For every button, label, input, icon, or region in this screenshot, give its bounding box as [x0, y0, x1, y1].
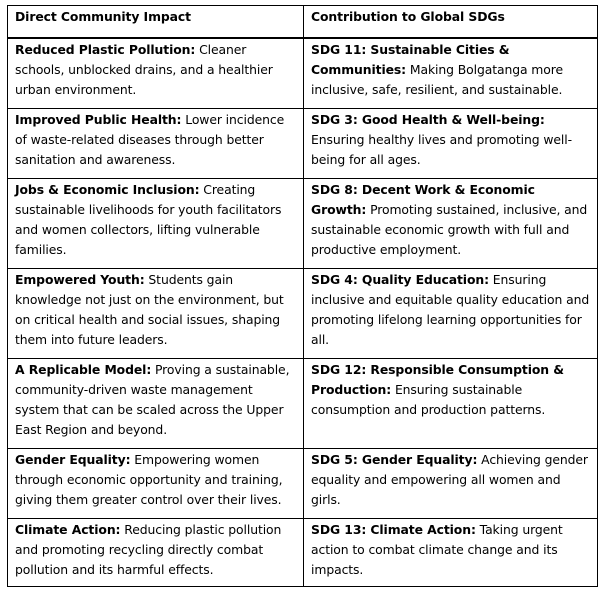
table-row — [8, 38, 598, 108]
table-row — [8, 518, 598, 586]
impact-cell — [8, 178, 304, 268]
impact-text: Creating sustainable livelihoods for youth facilitators and women collectors, lifting vulnerable families. — [15, 181, 282, 258]
impact-text: Cleaner schools, unblocked drains, and a healthier urban environment. — [15, 42, 273, 98]
sdg-cell — [304, 518, 598, 586]
impact-cell — [8, 268, 304, 358]
impact-sdg-table — [7, 5, 598, 587]
sdg-lead: SDG 12: Responsible Consumption & Production: — [311, 361, 564, 397]
table-row — [8, 178, 598, 268]
sdg-text: Ensuring sustainable consumption and production patterns. — [311, 381, 546, 417]
impact-text: Lower incidence of waste-related diseases through better sanitation and awareness. — [15, 111, 285, 167]
impact-cell — [8, 448, 304, 518]
impact-lead: Climate Action: — [15, 521, 121, 537]
impact-lead: Jobs & Economic Inclusion: — [15, 181, 200, 197]
sdg-text: Taking urgent action to combat climate change and its impacts. — [311, 521, 563, 577]
sdg-text: Ensuring healthy lives and promoting well-being for all ages. — [311, 131, 572, 167]
table-row — [8, 448, 598, 518]
impact-cell — [8, 358, 304, 448]
impact-text: Proving a sustainable, community-driven waste management system that can be scaled across the Upper East Region and beyond. — [15, 361, 290, 438]
impact-text: Empowering women through economic opportunity and training, giving them greater control over their lives. — [15, 451, 283, 507]
header-contribution-to-global-sdgs: Contribution to Global SDGs — [304, 6, 598, 39]
impact-cell — [8, 38, 304, 108]
impact-lead: A Replicable Model: — [15, 361, 152, 377]
impact-lead: Improved Public Health: — [15, 111, 182, 127]
impact-lead: Reduced Plastic Pollution: — [15, 42, 196, 57]
sdg-lead: SDG 3: Good Health & Well-being: — [311, 111, 545, 127]
sdg-text: Achieving gender equality and empowering all women and girls. — [311, 451, 588, 507]
sdg-cell — [304, 268, 598, 358]
table-row — [8, 268, 598, 358]
impact-cell — [8, 518, 304, 586]
sdg-cell — [304, 448, 598, 518]
impact-lead: Empowered Youth: — [15, 271, 145, 287]
sdg-cell — [304, 178, 598, 268]
sdg-text: Promoting sustained, inclusive, and sustainable economic growth with full and productive employment. — [311, 201, 588, 258]
sdg-lead: SDG 4: Quality Education: — [311, 271, 489, 287]
table-header-row — [8, 6, 598, 39]
sdg-text: Making Bolgatanga more inclusive, safe, resilient, and sustainable. — [311, 62, 564, 98]
sdg-lead: SDG 8: Decent Work & Economic Growth: — [311, 181, 535, 217]
sdg-lead: SDG 13: Climate Action: — [311, 521, 476, 537]
sdg-cell — [304, 38, 598, 108]
impact-text: Students gain knowledge not just on the environment, but on critical health and social issues, shaping them into future leaders. — [15, 271, 284, 348]
table-row — [8, 108, 598, 178]
table-row — [8, 358, 598, 448]
impact-cell — [8, 108, 304, 178]
sdg-cell — [304, 358, 598, 448]
sdg-lead: SDG 11: Sustainable Cities & Communities: — [311, 42, 510, 78]
impact-text: Reducing plastic pollution and promoting recycling directly combat pollution and its harmful effects. — [15, 521, 282, 577]
sdg-text: Ensuring inclusive and equitable quality education and promoting lifelong learning opportunities for all. — [311, 271, 590, 348]
header-direct-community-impact: Direct Community Impact — [8, 6, 304, 39]
impact-lead: Gender Equality: — [15, 451, 131, 467]
sdg-cell — [304, 108, 598, 178]
sdg-lead: SDG 5: Gender Equality: — [311, 451, 478, 467]
